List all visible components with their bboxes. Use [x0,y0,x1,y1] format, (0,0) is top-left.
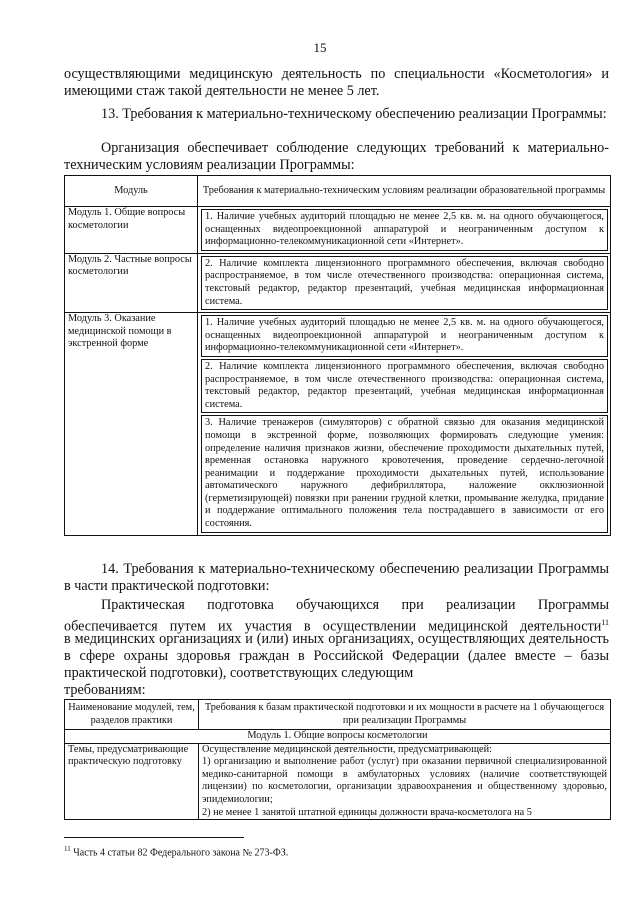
section-14-paragraph-b: в медицинских организациях и (или) иных организациях, осуществляющих деятельность в сфере охраны здоровья граждан в Российской Федерации (далее вместе – базы практической подготовки), соответствующих следующим [64,631,609,681]
section-13-intro: Организация обеспечивает соблюдение следующих требований к материально-техническим условиям реализации Программы: [64,140,609,173]
section-14-paragraph-c: требованиям: [64,682,146,698]
continuation-paragraph: осуществляющими медицинскую деятельность по специальности «Косметология» и имеющими стаж такой деятельности не менее 5 лет. [64,66,609,99]
practice-base-requirements-table [64,699,611,820]
footnote-mark: 11 [64,845,71,853]
table1-row2-item1: 2. Наличие комплекта лицензионного программного обеспечения, включая свободно распространяемое, в том числе отечественного производства: операционная система, текстовый редактор, редактор презентаций, учебная медицинская информационная система. [201,256,608,310]
section-13-heading: 13. Требования к материально-техническому обеспечению реализации Программы: [101,106,607,122]
footnote-separator [64,837,244,838]
table1-row3-item2: 2. Наличие комплекта лицензионного программного обеспечения, включая свободно распространяемое, в том числе отечественного производства: операционная система, текстовый редактор, редактор презентаций, учебная медицинская информационная система. [201,359,608,413]
table2-line-2: 2) не менее 1 занятой штатной единицы должности врача-косметолога на 5 [202,806,532,818]
table1-header-requirements: Требования к материально-техническим условиям реализации образовательной программы [198,176,611,207]
table2-module-row: Модуль 1. Общие вопросы косметологии [65,730,611,744]
section-14-paragraph-a: Практическая подготовка обучающихся при реализации Программы обеспечивается путем их участия в осуществлении медицинской деятельности$^{11}$ [64,597,609,635]
table1-row1-item1: 1. Наличие учебных аудиторий площадью не менее 2,5 кв. м. на одного обучающегося, оснащенных видеопроекционной аппаратурой и неограниченным доступом к информационно-телекоммуникационной сети «Интернет». [201,209,608,251]
page-number: 15 [313,40,327,55]
footnote-text: Часть 4 статьи 82 Федерального закона № 273-ФЗ. [73,847,289,859]
table1-module-3: Модуль 3. Оказание медицинской помощи в экстренной форме [65,313,198,536]
footnote [64,845,288,858]
section-14-heading: 14. Требования к материально-техническому обеспечению реализации Программы в части практической подготовки: [64,561,609,594]
material-requirements-table [64,175,611,536]
table1-module-1: Модуль 1. Общие вопросы косметологии [65,207,198,254]
table2-header-modules: Наименование модулей, тем, разделов практики [65,700,199,730]
table2-requirements-cell [199,743,611,820]
footnote-reference: 11 [601,618,609,627]
table1-row3-item3: 3. Наличие тренажеров (симуляторов) с обратной связью для оказания медицинской помощи в экстренной форме, позволяющих формировать следующие умения: определение наличия признаков жизни, обеспечение проходимости дыхательных путей, временная остановка наружного кровотечения, проведение сердечно-легочной реанимации и поддержание проходимости дыхательных путей, использование автоматического наружного дефибриллятора, наложение окклюзионной (герметизирующей) повязки при ранении грудной клетки, промывание желудка, придание и поддержание оптимального положения тела пострадавшего в зависимости от его состояния. [201,415,608,532]
table1-module-2: Модуль 2. Частные вопросы косметологии [65,253,198,312]
table2-line-intro: Осуществление медицинской деятельности, предусматривающей: [202,743,492,755]
table1-row3-item1: 1. Наличие учебных аудиторий площадью не менее 2,5 кв. м. на одного обучающегося, оснащенных видеопроекционной аппаратурой и неограниченным доступом к информационно-телекоммуникационной сети «Интернет». [201,315,608,357]
table2-topic: Темы, предусматривающие практическую подготовку [65,743,199,820]
table2-header-requirements: Требования к базам практической подготовки и их мощности в расчете на 1 обучающегося при реализации Программы [199,700,611,730]
table1-header-module: Модуль [65,176,198,207]
table2-line-1: 1) организацию и выполнение работ (услуг) при оказании первичной специализированной медико-санитарной помощи в амбулаторных условиях (наличие соответствующей лицензии) по косметологии, организации здравоохранения и общественному здоровью, эпидемиологии; [202,756,607,805]
